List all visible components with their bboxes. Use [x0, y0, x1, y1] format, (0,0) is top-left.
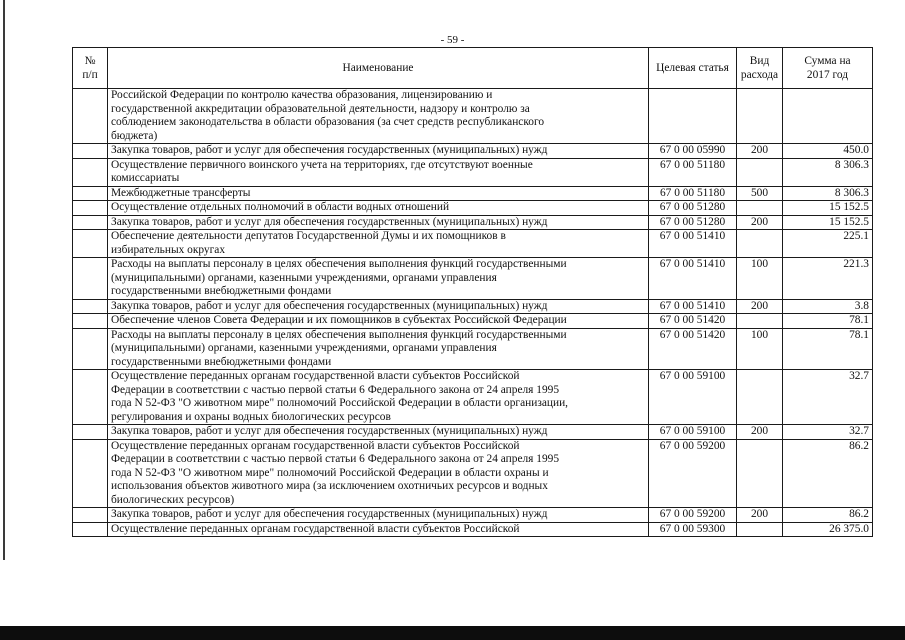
table-row	[73, 522, 873, 537]
row-expense-type-cell	[737, 89, 783, 144]
row-expense-type-cell: 100	[737, 258, 783, 300]
row-name-line: Закупка товаров, работ и услуг для обеспечения государственных (муниципальных) нужд	[111, 508, 548, 520]
row-name-line: Осуществление первичного воинского учета на территориях, где отсутствуют военные	[111, 158, 533, 171]
row-number-cell	[73, 144, 108, 159]
table-body	[73, 89, 873, 537]
row-amount-cell: 26 375.0	[783, 522, 873, 537]
row-name-line: Осуществление переданных органам государственной власти субъектов Российской	[111, 439, 520, 452]
row-number-cell	[73, 299, 108, 314]
table-row	[73, 186, 873, 201]
row-name-line: Закупка товаров, работ и услуг для обеспечения государственных (муниципальных) нужд	[111, 215, 548, 228]
row-expense-type-cell	[737, 314, 783, 329]
row-name-cell	[108, 328, 649, 370]
row-name-line: Закупка товаров, работ и услуг для обеспечения государственных (муниципальных) нужд	[111, 425, 548, 437]
row-expense-type-cell: 200	[737, 299, 783, 314]
row-name-line: регулирования и охраны водных биологических ресурсов	[111, 410, 391, 423]
column-header-expense-type	[737, 48, 783, 89]
row-amount-cell	[783, 89, 873, 144]
row-expense-type-cell	[737, 158, 783, 186]
row-name-line: государственными внебюджетными фондами	[111, 355, 332, 368]
scan-edge-mark	[3, 0, 5, 560]
row-name-cell	[108, 314, 649, 329]
row-target-article-cell: 67 0 00 51180	[649, 158, 737, 186]
table-row	[73, 314, 873, 329]
row-name-cell	[108, 508, 649, 523]
row-name-line: (муниципальными) органами, казенными учреждениями, органами управления	[111, 271, 497, 284]
table-header-row	[73, 48, 873, 89]
table-row	[73, 258, 873, 300]
row-name-line: избирательных округах	[111, 243, 226, 256]
row-name-line: Закупка товаров, работ и услуг для обеспечения государственных (муниципальных) нужд	[111, 144, 548, 156]
row-expense-type-cell: 200	[737, 425, 783, 440]
table-row	[73, 508, 873, 523]
row-number-cell	[73, 522, 108, 537]
row-number-cell	[73, 425, 108, 440]
row-name-cell	[108, 201, 649, 216]
table-row	[73, 201, 873, 216]
row-target-article-cell: 67 0 00 59100	[649, 370, 737, 425]
row-expense-type-cell	[737, 370, 783, 425]
header-line: 2017 год	[806, 69, 849, 81]
row-amount-cell: 86.2	[783, 508, 873, 523]
row-target-article-cell: 67 0 00 51180	[649, 186, 737, 201]
row-target-article-cell: 67 0 00 51410	[649, 258, 737, 300]
row-expense-type-cell: 500	[737, 186, 783, 201]
row-name-cell	[108, 439, 649, 508]
row-target-article-cell	[649, 89, 737, 144]
table-row	[73, 299, 873, 314]
row-name-line: года N 52-ФЗ "О животном мире" полномочий Российской Федерации в области организации,	[111, 397, 569, 409]
row-name-cell	[108, 215, 649, 230]
scan-bottom-border	[0, 626, 905, 640]
row-name-cell	[108, 425, 649, 440]
row-amount-cell: 225.1	[783, 230, 873, 258]
row-amount-cell: 78.1	[783, 314, 873, 329]
row-number-cell	[73, 439, 108, 508]
row-name-line: Осуществление отдельных полномочий в области водных отношений	[111, 201, 450, 213]
table-row	[73, 439, 873, 508]
row-expense-type-cell	[737, 230, 783, 258]
table-row	[73, 144, 873, 159]
row-amount-cell: 3.8	[783, 299, 873, 314]
row-name-line: Обеспечение членов Совета Федерации и их помощников в субъектах Российской Федерации	[111, 314, 567, 326]
row-name-line: года N 52-ФЗ "О животном мире" полномочий Российской Федерации в области охраны и	[111, 466, 549, 479]
table-row	[73, 370, 873, 425]
row-number-cell	[73, 370, 108, 425]
row-name-line: использования объектов животного мира (за исключением охотничьих ресурсов и водных	[111, 480, 548, 492]
row-amount-cell: 32.7	[783, 425, 873, 440]
row-expense-type-cell	[737, 201, 783, 216]
row-name-line: Федерации в соответствии с частью первой статьи 6 Федерального закона от 24 апреля 1995	[111, 453, 560, 465]
page-number: - 59 -	[440, 34, 465, 46]
header-line: №	[84, 55, 96, 67]
row-expense-type-cell	[737, 522, 783, 537]
row-number-cell	[73, 201, 108, 216]
column-header-number	[73, 48, 108, 89]
row-number-cell	[73, 158, 108, 186]
column-header-name: Наименование	[108, 48, 649, 89]
row-name-cell	[108, 186, 649, 201]
row-target-article-cell: 67 0 00 51280	[649, 215, 737, 230]
row-name-cell	[108, 522, 649, 537]
table-row	[73, 89, 873, 144]
row-name-cell	[108, 158, 649, 186]
row-name-line: Российской Федерации по контролю качества образования, лицензированию и	[111, 89, 493, 101]
row-name-line: государственной аккредитации образовательной деятельности, надзору и контролю за	[111, 102, 530, 115]
row-target-article-cell: 67 0 00 05990	[649, 144, 737, 159]
row-target-article-cell: 67 0 00 59200	[649, 508, 737, 523]
row-expense-type-cell: 200	[737, 215, 783, 230]
row-expense-type-cell: 200	[737, 144, 783, 159]
row-number-cell	[73, 186, 108, 201]
row-number-cell	[73, 215, 108, 230]
row-amount-cell: 32.7	[783, 370, 873, 425]
row-name-line: комиссариаты	[111, 172, 180, 184]
row-name-cell	[108, 258, 649, 300]
table-row	[73, 328, 873, 370]
row-target-article-cell: 67 0 00 51410	[649, 299, 737, 314]
row-amount-cell: 450.0	[783, 144, 873, 159]
table-row	[73, 230, 873, 258]
budget-table	[72, 47, 873, 537]
row-name-cell	[108, 89, 649, 144]
table-row	[73, 425, 873, 440]
row-target-article-cell: 67 0 00 59200	[649, 439, 737, 508]
header-line: Вид	[749, 55, 770, 67]
row-number-cell	[73, 258, 108, 300]
row-name-line: Закупка товаров, работ и услуг для обеспечения государственных (муниципальных) нужд	[111, 299, 548, 312]
row-amount-cell: 15 152.5	[783, 215, 873, 230]
row-amount-cell: 86.2	[783, 439, 873, 508]
row-name-line: Расходы на выплаты персоналу в целях обеспечения выполнения функций государственными	[111, 328, 567, 341]
row-amount-cell: 8 306.3	[783, 186, 873, 201]
row-name-line: Обеспечение деятельности депутатов Государственной Думы и их помощников в	[111, 230, 506, 242]
table-row	[73, 158, 873, 186]
row-expense-type-cell	[737, 439, 783, 508]
row-expense-type-cell: 200	[737, 508, 783, 523]
row-number-cell	[73, 314, 108, 329]
row-target-article-cell: 67 0 00 51420	[649, 328, 737, 370]
row-name-line: Расходы на выплаты персоналу в целях обеспечения выполнения функций государственными	[111, 258, 567, 270]
row-amount-cell: 78.1	[783, 328, 873, 370]
row-number-cell	[73, 328, 108, 370]
row-number-cell	[73, 508, 108, 523]
row-name-line: государственными внебюджетными фондами	[111, 285, 332, 297]
row-name-line: соблюдением законодательства в области образования (за счет средств республиканского	[111, 116, 545, 128]
row-name-cell	[108, 144, 649, 159]
row-name-cell	[108, 370, 649, 425]
row-target-article-cell: 67 0 00 59300	[649, 522, 737, 537]
header-line: Сумма на	[804, 55, 851, 67]
column-header-target-article: Целевая статья	[649, 48, 737, 89]
row-target-article-cell: 67 0 00 51280	[649, 201, 737, 216]
header-line: п/п	[82, 69, 98, 81]
row-amount-cell: 221.3	[783, 258, 873, 300]
row-name-line: Федерации в соответствии с частью первой статьи 6 Федерального закона от 24 апреля 1995	[111, 383, 560, 396]
row-name-line: Осуществление переданных органам государственной власти субъектов Российской	[111, 522, 520, 535]
row-name-line: биологических ресурсов)	[111, 493, 235, 506]
row-expense-type-cell: 100	[737, 328, 783, 370]
row-name-cell	[108, 230, 649, 258]
row-target-article-cell: 67 0 00 51420	[649, 314, 737, 329]
row-number-cell	[73, 89, 108, 144]
row-amount-cell: 15 152.5	[783, 201, 873, 216]
row-target-article-cell: 67 0 00 59100	[649, 425, 737, 440]
row-amount-cell: 8 306.3	[783, 158, 873, 186]
row-name-line: (муниципальными) органами, казенными учреждениями, органами управления	[111, 342, 497, 354]
column-header-amount-2017	[783, 48, 873, 89]
row-name-line: Осуществление переданных органам государственной власти субъектов Российской	[111, 370, 520, 382]
header-line: расхода	[740, 69, 779, 81]
row-name-cell	[108, 299, 649, 314]
table-row	[73, 215, 873, 230]
row-name-line: Межбюджетные трансферты	[111, 186, 251, 199]
row-number-cell	[73, 230, 108, 258]
row-target-article-cell: 67 0 00 51410	[649, 230, 737, 258]
row-name-line: бюджета)	[111, 129, 158, 142]
